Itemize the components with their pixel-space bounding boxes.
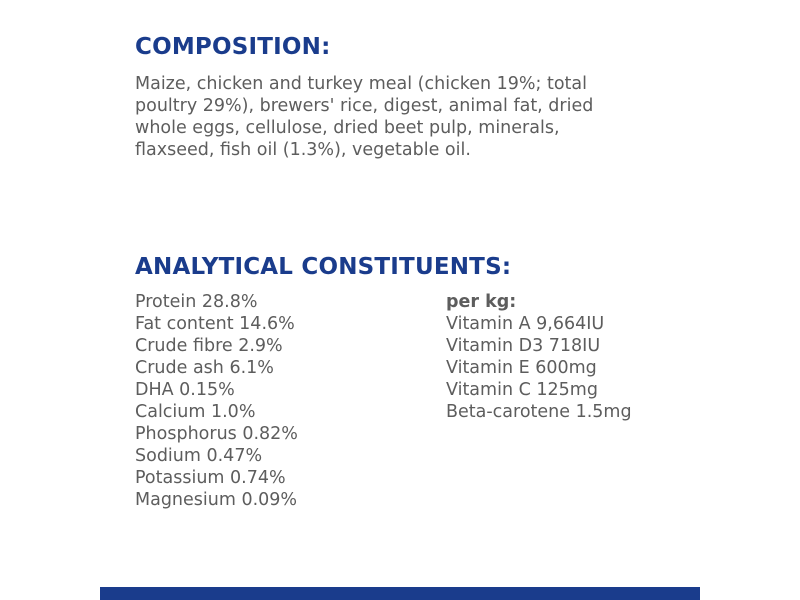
composition-line: Maize, chicken and turkey meal (chicken 19%; total [135,74,588,94]
per-kg-label: per kg: [446,292,517,312]
constituent-item: Phosphorus 0.82% [135,424,298,444]
constituent-item: Sodium 0.47% [135,446,263,466]
constituent-item: Crude ash 6.1% [135,358,274,378]
vitamin-item: Vitamin E 600mg [446,358,597,378]
composition-text [135,73,695,161]
constituent-item: Calcium 1.0% [135,402,256,422]
vitamin-item: Beta-carotene 1.5mg [446,402,632,422]
constituent-item: Crude fibre 2.9% [135,336,283,356]
composition-heading: COMPOSITION: [135,34,331,60]
bottom-accent-bar [100,587,700,600]
composition-line: whole eggs, cellulose, dried beet pulp, minerals, [135,118,560,138]
constituent-item: Magnesium 0.09% [135,490,298,510]
vitamin-item: Vitamin D3 718IU [446,336,601,356]
vitamin-item: Vitamin C 125mg [446,380,598,400]
composition-line: flaxseed, fish oil (1.3%), vegetable oil. [135,140,471,160]
constituent-item: Protein 28.8% [135,292,258,312]
composition-line: poultry 29%), brewers' rice, digest, animal fat, dried [135,96,594,116]
constituent-item: Fat content 14.6% [135,314,295,334]
analytical-constituents-heading: ANALYTICAL CONSTITUENTS: [135,254,512,280]
constituent-item: Potassium 0.74% [135,468,286,488]
constituent-item: DHA 0.15% [135,380,235,400]
vitamin-item: Vitamin A 9,664IU [446,314,605,334]
per-kg-list [446,291,632,423]
constituents-list [135,291,298,511]
